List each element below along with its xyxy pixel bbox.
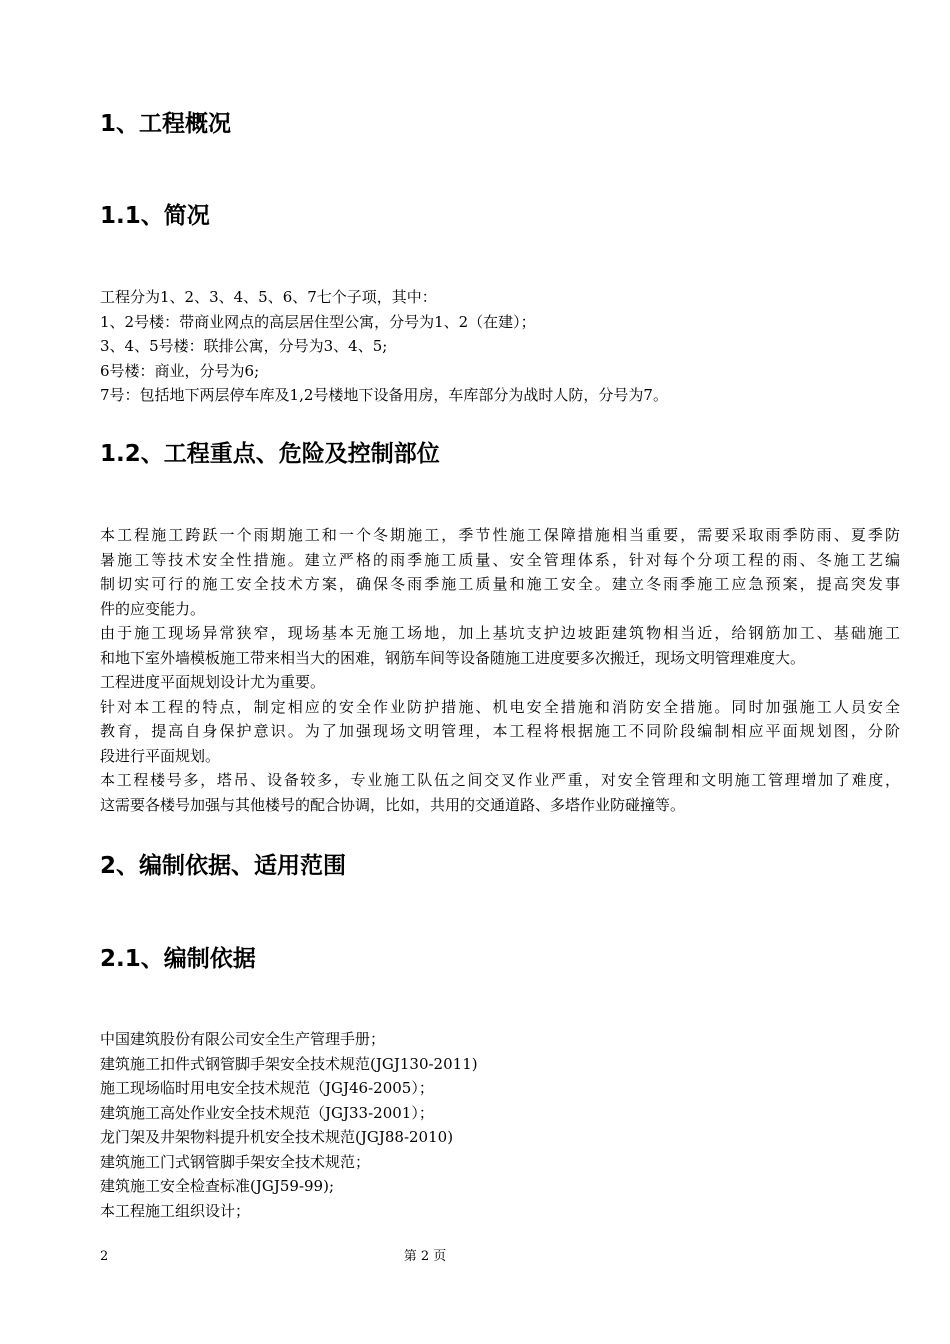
paragraph-line: 教育，提高自身保护意识。为了加强现场文明管理，本工程将根据施工不同阶段编制相应平面规划图，分阶 xyxy=(100,722,900,740)
paragraph-line: 3、4、5号楼：联排公寓，分号为3、4、5; xyxy=(100,337,388,355)
paragraph-line: 工程进度平面规划设计尤为重要。 xyxy=(100,673,326,691)
list-item: 建筑施工扣件式钢管脚手架安全技术规范(JGJ130-2011) xyxy=(100,1054,478,1073)
paragraph-line: 段进行平面规划。 xyxy=(100,746,221,765)
paragraph-line: 工程分为1、2、3、4、5、6、7七个子项，其中： xyxy=(100,288,437,306)
page-number: 第 2 页 xyxy=(403,1249,447,1264)
paragraph-line: 本工程楼号多，塔吊、设备较多，专业施工队伍之间交叉作业严重，对安全管理和文明施工管理增加了难度， xyxy=(100,771,900,789)
paragraph-line: 制切实可行的施工安全技术方案，确保冬雨季施工质量和施工安全。建立冬雨季施工应急预案，提高突发事 xyxy=(100,575,900,593)
section-2-heading: 2、编制依据、适用范围 xyxy=(100,853,347,879)
paragraph-line: 7号：包括地下两层停车库及1,2号楼地下设备用房，车库部分为战时人防，分号为7。 xyxy=(100,386,668,404)
section-1-2-body xyxy=(100,523,900,817)
paragraph-line: 和地下室外墙模板施工带来相当大的困难，钢筋车间等设备随施工进度要多次搬迁，现场文明管理难度大。 xyxy=(100,648,806,667)
paragraph-line: 这需要各楼号加强与其他楼号的配合协调，比如，共用的交通道路、多塔作业防碰撞等。 xyxy=(100,795,686,814)
list-item: 建筑施工门式钢管脚手架安全技术规范； xyxy=(100,1152,371,1171)
list-item: 施工现场临时用电安全技术规范（JGJ46-2005）； xyxy=(100,1079,434,1097)
list-item: 龙门架及井架物料提升机安全技术规范(JGJ88-2010) xyxy=(100,1128,454,1146)
list-item: 本工程施工组织设计； xyxy=(100,1201,251,1220)
paragraph-line: 由于施工现场异常狭窄，现场基本无施工场地，加上基坑支护边坡距建筑物相当近，给钢筋加工、基础施工 xyxy=(100,624,900,642)
section-1-1-heading: 1.1、简况 xyxy=(100,203,210,229)
paragraph-line: 1、2号楼：带商业网点的高层居住型公寓，分号为1、2（在建）； xyxy=(100,312,536,331)
section-2-1-heading: 2.1、编制依据 xyxy=(100,946,256,972)
section-2-1-body xyxy=(100,1027,900,1223)
paragraph-line: 6号楼：商业，分号为6; xyxy=(100,361,260,380)
section-1-2-heading: 1.2、工程重点、危险及控制部位 xyxy=(100,441,440,467)
section-1-heading: 1、工程概况 xyxy=(100,111,232,137)
list-item: 中国建筑股份有限公司安全生产管理手册； xyxy=(100,1030,386,1048)
paragraph-line: 件的应变能力。 xyxy=(100,599,206,618)
paragraph-line: 针对本工程的特点，制定相应的安全作业防护措施、机电安全措施和消防安全措施。同时加强施工人员安全 xyxy=(100,697,900,716)
paragraph-line: 暑施工等技术安全性措施。建立严格的雨季施工质量、安全管理体系，针对每个分项工程的雨、冬施工艺编 xyxy=(100,550,900,569)
section-1-1-body xyxy=(100,285,900,408)
list-item: 建筑施工高处作业安全技术规范（JGJ33-2001）； xyxy=(100,1103,434,1122)
paragraph-line: 本工程施工跨跃一个雨期施工和一个冬期施工，季节性施工保障措施相当重要，需要采取雨季防雨、夏季防 xyxy=(100,526,900,544)
footer-number: 2 xyxy=(100,1249,109,1264)
list-item: 建筑施工安全检查标准(JGJ59-99); xyxy=(100,1177,335,1195)
